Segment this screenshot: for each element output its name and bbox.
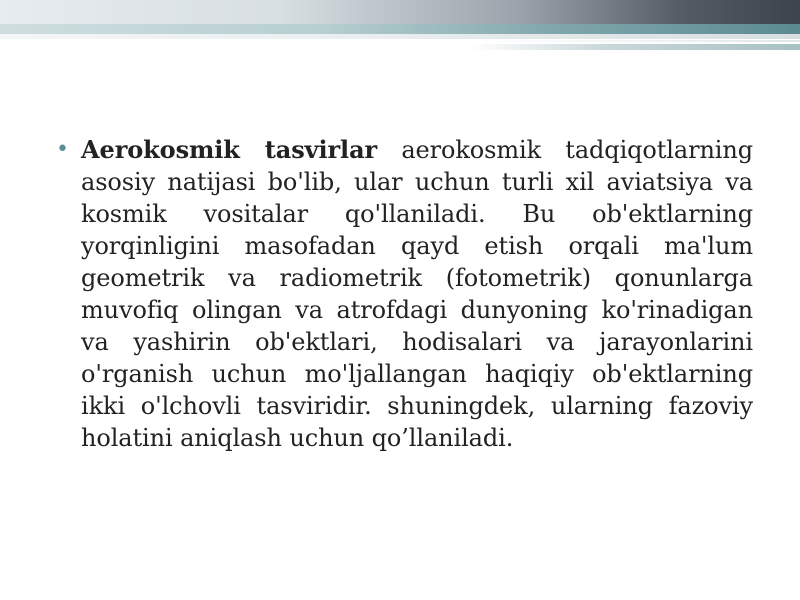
bullet-body-text: aerokosmik tadqiqotlarning asosiy natijasi bo'lib, ular uchun turli xil aviatsiya va kosmik vositalar qo'llaniladi. Bu ob'ektlarning yorqinligini masofadan qayd etish orqali ma'lum geometrik va radiometrik (fotometrik) qonunlarga muvofiq olingan va atrofdagi dunyoning ko'rinadigan va yashirin ob'ektlari, hodisalari va jarayonlarini o'rganish uchun mo'ljallangan haqiqiy ob'ektlarning ikki o'lchovli tasviridir. shuningdek, ularning fazoviy holatini aniqlash uchun qo’llaniladi.	[81, 136, 754, 452]
bullet-term: Aerokosmik tasvirlar	[81, 135, 378, 164]
bullet-icon: •	[56, 137, 69, 162]
header-teal-stripe	[0, 24, 800, 34]
slide-header-band	[0, 0, 800, 60]
header-light-stripe	[0, 34, 800, 39]
header-accent-thin-stripe	[475, 40, 800, 42]
bullet-paragraph	[56, 134, 753, 454]
header-accent-stripe	[470, 44, 800, 50]
header-dark-stripe	[0, 0, 800, 24]
slide-content	[56, 134, 753, 454]
